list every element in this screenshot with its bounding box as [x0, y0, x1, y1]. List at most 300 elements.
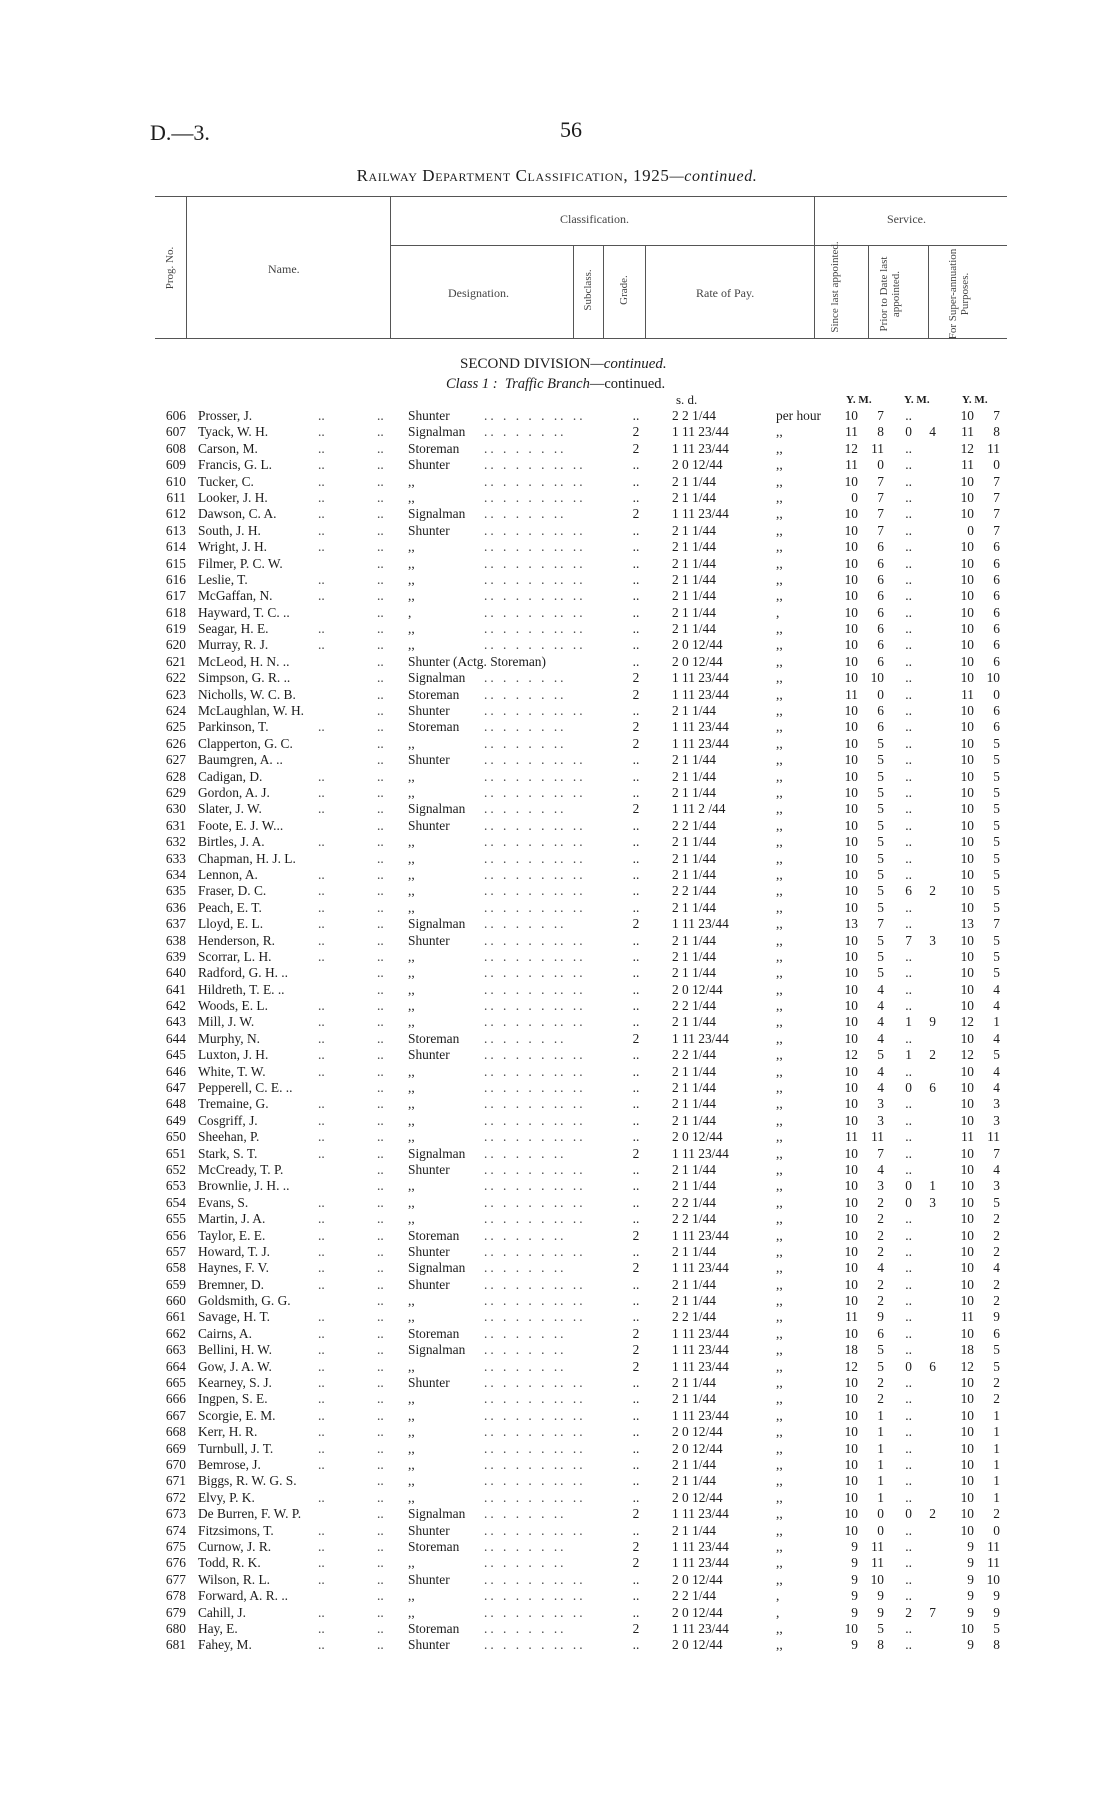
leader-dots: .. . . . . .. ..: [484, 489, 586, 505]
since-years: 10: [844, 604, 858, 620]
super-years: 10: [960, 489, 974, 505]
leader-dots: .. . . . . .. ..: [484, 1391, 586, 1407]
prog-number: 670: [165, 1457, 186, 1472]
prior-years: ..: [905, 473, 912, 489]
since-months: 6: [877, 637, 884, 653]
since-months: 0: [877, 457, 884, 473]
rate-of-pay: 2 2 1/44: [672, 1309, 716, 1325]
designation: ,,: [408, 1014, 415, 1030]
grade: ..: [632, 489, 640, 505]
pay-period: ,,: [776, 670, 783, 686]
prog-number: 629: [165, 784, 186, 800]
designation: ,,: [408, 1424, 415, 1440]
leader-dots: ..: [318, 1276, 325, 1292]
super-months: 5: [993, 801, 1000, 817]
pay-period: per hour: [776, 408, 821, 423]
leader-dots: ..: [377, 1129, 384, 1145]
prior-years: ..: [905, 1391, 912, 1407]
designation: ,,: [408, 539, 415, 555]
super-years: 10: [960, 571, 974, 587]
pay-period: ,,: [776, 1637, 783, 1653]
leader-dots: ..: [377, 1555, 384, 1571]
designation: ,,: [408, 1555, 415, 1571]
table-row: [0, 441, 1114, 457]
leader-dots: ..: [377, 1096, 384, 1112]
leader-dots: ..: [318, 801, 325, 817]
since-years: 10: [844, 768, 858, 784]
document-reference: D.—3.: [150, 120, 210, 145]
prog-number: 669: [165, 1440, 186, 1456]
since-months: 4: [877, 1080, 884, 1096]
since-years: 10: [844, 965, 858, 981]
leader-dots: .. . . . . .. ..: [484, 1440, 586, 1456]
since-units: Y. M.: [846, 394, 872, 406]
table-row: [0, 1260, 1114, 1276]
prior-years: 1: [905, 1047, 912, 1063]
pay-period: ,,: [776, 1407, 783, 1423]
prog-number: 643: [165, 1014, 186, 1030]
super-months: 6: [993, 571, 1000, 587]
grade: ..: [632, 703, 640, 719]
prog-number: 641: [165, 981, 186, 997]
header-superannuation: For Super-annuation Purposes.: [947, 248, 971, 340]
rate-of-pay: 2 1 1/44: [672, 1276, 716, 1292]
employee-name: Baumgren, A. ..: [198, 752, 283, 768]
employee-name: Bemrose, J.: [198, 1457, 261, 1472]
pay-period: ,,: [776, 1145, 783, 1161]
super-months: 1: [993, 1014, 1000, 1030]
designation: ,,: [408, 850, 415, 866]
prog-number: 647: [165, 1080, 186, 1096]
grade: ..: [632, 1489, 640, 1505]
rate-of-pay: 1 11 23/44: [672, 1227, 729, 1243]
employee-name: Cairns, A.: [198, 1325, 252, 1341]
since-years: 10: [844, 801, 858, 817]
since-years: 10: [844, 1457, 858, 1472]
super-years: 13: [960, 916, 974, 932]
prior-years: ..: [905, 1112, 912, 1128]
prog-number: 680: [165, 1620, 186, 1636]
prior-years: ..: [905, 588, 912, 604]
header-designation: Designation.: [448, 286, 509, 300]
leader-dots: .. . . . . .. ..: [484, 1473, 586, 1489]
super-years: 9: [967, 1604, 974, 1620]
designation: ,,: [408, 1096, 415, 1112]
prior-years: 0: [905, 1506, 912, 1522]
table-row: [0, 1637, 1114, 1653]
leader-dots: .. . . . . .. ..: [484, 965, 586, 981]
leader-dots: .. . . . . .. ..: [484, 457, 586, 473]
super-years: 10: [960, 948, 974, 964]
super-months: 5: [993, 735, 1000, 751]
employee-name: Elvy, P. K.: [198, 1489, 255, 1505]
designation: Shunter: [408, 457, 450, 473]
leader-dots: ..: [377, 703, 384, 719]
leader-dots: .. . . . . .. ..: [484, 1309, 586, 1325]
prior-months: 6: [929, 1080, 936, 1096]
super-months: 1: [993, 1424, 1000, 1440]
header-classification: Classification.: [560, 212, 629, 226]
employee-name: Foote, E. J. W...: [198, 817, 284, 833]
leader-dots: .. . . . . .. ..: [484, 1194, 586, 1210]
leader-dots: .. . . . . ..: [484, 735, 567, 751]
since-months: 0: [877, 1522, 884, 1538]
employee-name: Luxton, J. H.: [198, 1047, 269, 1063]
leader-dots: .. . . . . .. ..: [484, 408, 586, 423]
prog-number: 673: [165, 1506, 186, 1522]
super-months: 4: [993, 1260, 1000, 1276]
leader-dots: ..: [377, 1227, 384, 1243]
employee-name: Fahey, M.: [198, 1637, 252, 1653]
grade: ..: [632, 1407, 640, 1423]
super-years: 10: [960, 1243, 974, 1259]
employee-name: Looker, J. H.: [198, 489, 268, 505]
employee-name: Radford, G. H. ..: [198, 965, 289, 981]
table-row: [0, 1490, 1114, 1506]
leader-dots: ..: [318, 948, 325, 964]
table-row: [0, 1326, 1114, 1342]
header-subclass: Subclass.: [582, 269, 594, 311]
table-row: [0, 572, 1114, 588]
prior-years: ..: [905, 965, 912, 981]
since-years: 9: [851, 1555, 858, 1571]
section-title-main: SECOND DIVISION: [460, 356, 591, 372]
since-years: 10: [844, 1522, 858, 1538]
since-years: 12: [844, 440, 858, 456]
rate-of-pay: 2 0 12/44: [672, 1637, 723, 1653]
super-years: 11: [961, 1129, 974, 1145]
table-row: [0, 719, 1114, 735]
employee-name: Gordon, A. J.: [198, 784, 270, 800]
grade: ..: [632, 752, 640, 768]
prior-years: ..: [905, 866, 912, 882]
table-row: [0, 1391, 1114, 1407]
prog-number: 671: [165, 1473, 186, 1489]
leader-dots: ..: [377, 506, 384, 522]
super-years: 10: [960, 1424, 974, 1440]
table-row: [0, 556, 1114, 572]
leader-dots: .. . . . . .. ..: [484, 1604, 586, 1620]
table-row: [0, 867, 1114, 883]
since-months: 5: [877, 768, 884, 784]
since-years: 10: [844, 539, 858, 555]
pay-period: ,,: [776, 703, 783, 719]
class-label: Class 1 :: [446, 376, 498, 392]
table-row: [0, 1113, 1114, 1129]
pay-period: ,,: [776, 1506, 783, 1522]
employee-name: McCready, T. P.: [198, 1161, 284, 1177]
super-months: 2: [993, 1375, 1000, 1391]
rate-of-pay: 2 1 1/44: [672, 522, 716, 538]
leader-dots: .. . . . . ..: [484, 1358, 567, 1374]
prior-years: ..: [905, 1145, 912, 1161]
since-years: 10: [844, 1325, 858, 1341]
since-months: 11: [871, 1538, 884, 1554]
rate-of-pay: 1 11 23/44: [672, 670, 729, 686]
since-months: 2: [877, 1211, 884, 1227]
leader-dots: ..: [318, 768, 325, 784]
employee-name: Lennon, A.: [198, 866, 258, 882]
leader-dots: ..: [377, 473, 384, 489]
since-months: 5: [877, 965, 884, 981]
pay-period: ,,: [776, 473, 783, 489]
employee-name: Henderson, R.: [198, 932, 275, 948]
since-months: 5: [877, 834, 884, 850]
prog-number: 630: [165, 801, 186, 817]
page-number: 56: [560, 117, 582, 142]
table-row: [0, 670, 1114, 686]
leader-dots: ..: [318, 621, 325, 637]
leader-dots: ..: [318, 899, 325, 915]
super-months: 5: [993, 1358, 1000, 1374]
since-years: 10: [844, 1178, 858, 1194]
since-years: 11: [845, 686, 858, 702]
super-months: 1: [993, 1489, 1000, 1505]
rate-of-pay: 2 0 12/44: [672, 457, 723, 473]
designation: Storeman: [408, 719, 460, 735]
prior-years: ..: [905, 834, 912, 850]
pay-period: ,,: [776, 440, 783, 456]
prog-number: 617: [165, 588, 186, 604]
pay-period: ,,: [776, 522, 783, 538]
table-row: [0, 1539, 1114, 1555]
designation: ,,: [408, 834, 415, 850]
prog-number: 660: [165, 1293, 186, 1309]
leader-dots: .. . . . . .. ..: [484, 637, 586, 653]
prog-number: 655: [165, 1211, 186, 1227]
leader-dots: .. . . . . .. ..: [484, 621, 586, 637]
leader-dots: .. . . . . .. ..: [484, 604, 586, 620]
leader-dots: ..: [377, 735, 384, 751]
pay-period: ,,: [776, 1293, 783, 1309]
rate-of-pay: 1 11 23/44: [672, 1620, 729, 1636]
since-years: 10: [844, 571, 858, 587]
header-service: Service.: [887, 212, 926, 226]
employee-name: Scorrar, L. H.: [198, 948, 272, 964]
super-months: 2: [993, 1227, 1000, 1243]
super-months: 5: [993, 899, 1000, 915]
leader-dots: .. . . . . .. ..: [484, 834, 586, 850]
leader-dots: ..: [318, 522, 325, 538]
pay-period: ,,: [776, 801, 783, 817]
prog-number: 625: [165, 719, 186, 735]
prog-number: 656: [165, 1227, 186, 1243]
pay-period: ,,: [776, 1014, 783, 1030]
designation: Shunter: [408, 1375, 450, 1391]
rate-of-pay: 2 1 1/44: [672, 1080, 716, 1096]
pay-period: ,,: [776, 621, 783, 637]
super-months: 8: [993, 424, 1000, 440]
rate-of-pay: 1 11 23/44: [672, 1260, 729, 1276]
grade: ..: [632, 621, 640, 637]
prog-number: 668: [165, 1424, 186, 1440]
employee-name: De Burren, F. W. P.: [198, 1506, 302, 1522]
employee-name: Wright, J. H.: [198, 539, 268, 555]
since-years: 18: [844, 1342, 858, 1358]
pay-period: ,,: [776, 1522, 783, 1538]
leader-dots: .. . . . . ..: [484, 1227, 567, 1243]
leader-dots: .. . . . . .. ..: [484, 473, 586, 489]
prior-years: 0: [905, 1178, 912, 1194]
prior-months: 9: [929, 1014, 936, 1030]
leader-dots: .. . . . . .. ..: [484, 1243, 586, 1259]
rate-of-pay: 1 11 23/44: [672, 424, 729, 440]
leader-dots: .. . . . . .. ..: [484, 1211, 586, 1227]
super-months: 7: [993, 408, 1000, 423]
since-years: 10: [844, 1096, 858, 1112]
designation: Shunter: [408, 1047, 450, 1063]
leader-dots: .. . . . . .. ..: [484, 981, 586, 997]
super-years: 10: [960, 555, 974, 571]
grade: ..: [632, 1129, 640, 1145]
leader-dots: .. . . . . .. ..: [484, 1096, 586, 1112]
employee-name: Kearney, S. J.: [198, 1375, 272, 1391]
employee-name: Murray, R. J.: [198, 637, 269, 653]
pay-period: ,,: [776, 588, 783, 604]
since-years: 13: [844, 916, 858, 932]
employee-name: Leslie, T.: [198, 571, 248, 587]
table-row: [0, 1277, 1114, 1293]
super-years: 10: [960, 1407, 974, 1423]
designation: Shunter: [408, 932, 450, 948]
pay-period: ,,: [776, 1030, 783, 1046]
section-title-suffix: —continued.: [590, 356, 667, 372]
prog-number: 667: [165, 1407, 186, 1423]
designation: ,,: [408, 735, 415, 751]
super-years: 10: [960, 834, 974, 850]
employee-name: Brownlie, J. H. ..: [198, 1178, 290, 1194]
leader-dots: ..: [318, 932, 325, 948]
employee-name: McLeod, H. N. ..: [198, 653, 290, 669]
leader-dots: ..: [318, 784, 325, 800]
leader-dots: ..: [318, 1112, 325, 1128]
prior-years: ..: [905, 1030, 912, 1046]
grade: ..: [632, 1096, 640, 1112]
employee-name: Filmer, P. C. W.: [198, 555, 283, 571]
super-months: 2: [993, 1293, 1000, 1309]
leader-dots: .. . . . . .. ..: [484, 998, 586, 1014]
super-months: 4: [993, 1063, 1000, 1079]
grade: ..: [632, 1293, 640, 1309]
leader-dots: ..: [318, 1620, 325, 1636]
prior-years: ..: [905, 1457, 912, 1472]
super-years: 10: [960, 932, 974, 948]
pay-period: ,,: [776, 1227, 783, 1243]
prior-years: ..: [905, 998, 912, 1014]
designation: Signalman: [408, 1260, 466, 1276]
designation: Signalman: [408, 1145, 466, 1161]
prog-number: 610: [165, 473, 186, 489]
prog-number: 651: [165, 1145, 186, 1161]
since-years: 10: [844, 719, 858, 735]
prog-number: 636: [165, 899, 186, 915]
leader-dots: ..: [318, 1342, 325, 1358]
employee-name: Hayward, T. C. ..: [198, 604, 290, 620]
designation: Signalman: [408, 424, 466, 440]
leader-dots: ..: [377, 1538, 384, 1554]
since-months: 5: [877, 752, 884, 768]
rate-of-pay: 2 1 1/44: [672, 1522, 716, 1538]
leader-dots: ..: [377, 1620, 384, 1636]
pay-period: ,: [776, 1588, 780, 1604]
rate-of-pay: 2 2 1/44: [672, 1047, 716, 1063]
grade: 2: [632, 1555, 640, 1571]
designation: ,,: [408, 1440, 415, 1456]
since-months: 6: [877, 555, 884, 571]
table-row: [0, 982, 1114, 998]
leader-dots: .. . . . . .. ..: [484, 1571, 586, 1587]
since-months: 6: [877, 588, 884, 604]
rate-of-pay: 1 11 23/44: [672, 1325, 729, 1341]
pay-period: ,,: [776, 1243, 783, 1259]
since-months: 5: [877, 932, 884, 948]
rate-of-pay: 1 11 23/44: [672, 719, 729, 735]
grade: 2: [632, 1342, 640, 1358]
grade: 2: [632, 506, 640, 522]
header-rule-v3: [573, 245, 574, 339]
rate-of-pay: 1 11 23/44: [672, 1030, 729, 1046]
pay-period: ,,: [776, 981, 783, 997]
leader-dots: ..: [377, 1309, 384, 1325]
super-months: 6: [993, 703, 1000, 719]
table-row: [0, 1473, 1114, 1489]
prog-number: 622: [165, 670, 186, 686]
since-years: 10: [844, 899, 858, 915]
super-months: 5: [993, 948, 1000, 964]
rate-of-pay: 2 1 1/44: [672, 752, 716, 768]
table-row: [0, 736, 1114, 752]
leader-dots: ..: [377, 1375, 384, 1391]
super-months: 5: [993, 834, 1000, 850]
since-months: 6: [877, 621, 884, 637]
rate-of-pay: 1 11 23/44: [672, 916, 729, 932]
super-years: 10: [960, 1276, 974, 1292]
since-months: 4: [877, 1063, 884, 1079]
employee-name: Martin, J. A.: [198, 1211, 266, 1227]
super-years: 10: [960, 719, 974, 735]
since-years: 10: [844, 703, 858, 719]
since-months: 2: [877, 1243, 884, 1259]
designation: ,: [408, 604, 412, 620]
since-months: 1: [877, 1457, 884, 1472]
leader-dots: .. . . . . .. ..: [484, 1063, 586, 1079]
leader-dots: .. . . . . .. ..: [484, 1047, 586, 1063]
prior-years: ..: [905, 899, 912, 915]
grade: ..: [632, 1047, 640, 1063]
pay-period: ,,: [776, 1161, 783, 1177]
pay-period: ,,: [776, 1358, 783, 1374]
leader-dots: ..: [318, 1489, 325, 1505]
super-months: 6: [993, 539, 1000, 555]
table-row: [0, 769, 1114, 785]
leader-dots: ..: [318, 1014, 325, 1030]
grade: 2: [632, 1030, 640, 1046]
grade: ..: [632, 1440, 640, 1456]
leader-dots: ..: [318, 539, 325, 555]
table-row: [0, 539, 1114, 555]
leader-dots: .. . . . . .. ..: [484, 752, 586, 768]
super-years: 10: [960, 1227, 974, 1243]
super-months: 5: [993, 1047, 1000, 1063]
prog-number: 626: [165, 735, 186, 751]
leader-dots: ..: [377, 1293, 384, 1309]
leader-dots: .. . . . . ..: [484, 424, 567, 440]
pay-period: ,,: [776, 1571, 783, 1587]
grade: ..: [632, 834, 640, 850]
leader-dots: ..: [377, 1260, 384, 1276]
since-years: 9: [851, 1604, 858, 1620]
super-months: 7: [993, 506, 1000, 522]
